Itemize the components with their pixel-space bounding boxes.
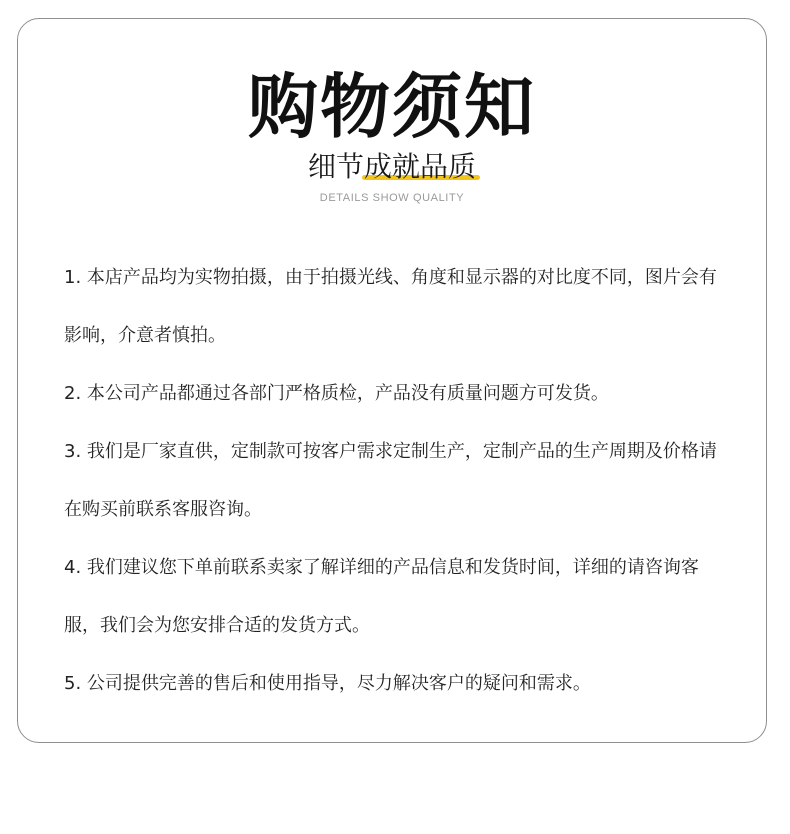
note-item: 4. 我们建议您下单前联系卖家了解详细的产品信息和发货时间，详细的请咨询客服，我们会为您安排合适的发货方式。	[64, 557, 699, 636]
page-title: 购物须知	[248, 66, 536, 148]
subtitle-prefix: 细节	[307, 150, 364, 183]
notice-card	[17, 18, 767, 743]
note-item: 1. 本店产品均为实物拍摄，由于拍摄光线、角度和显示器的对比度不同，图片会有影响，介意者慎拍。	[64, 267, 717, 346]
subtitle-highlight	[364, 149, 476, 185]
subtitle	[18, 149, 766, 185]
note-item: 3. 我们是厂家直供，定制款可按客户需求定制生产，定制产品的生产周期及价格请在购买前联系客服咨询。	[64, 441, 717, 520]
notes-list	[64, 249, 726, 713]
tagline: DETAILS SHOW QUALITY	[319, 192, 465, 204]
note-item: 5. 公司提供完善的售后和使用指导，尽力解决客户的疑问和需求。	[64, 673, 591, 694]
note-item: 2. 本公司产品都通过各部门严格质检，产品没有质量问题方可发货。	[64, 383, 609, 404]
subtitle-highlight-text: 成就品质	[364, 150, 477, 183]
